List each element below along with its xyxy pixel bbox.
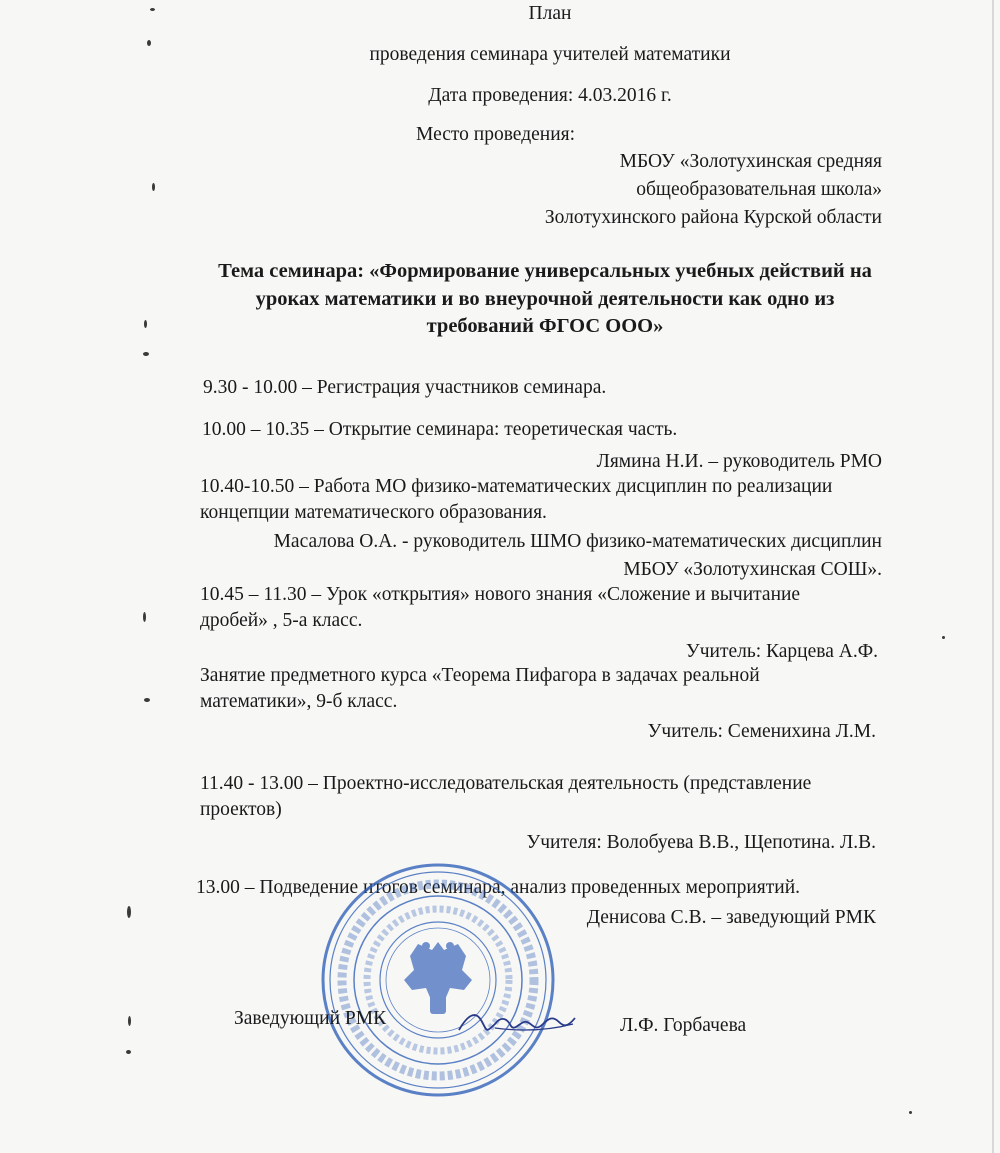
place-line: Золотухинского района Курской области [544, 207, 882, 228]
schedule-item: 10.40-10.50 – Работа МО физико-математических дисциплин по реализации [200, 476, 833, 497]
schedule-responsible: МБОУ «Золотухинская СОШ». [623, 559, 882, 580]
scan-speck [909, 1111, 912, 1114]
scan-speck [942, 636, 945, 639]
scan-speck [127, 906, 131, 918]
scan-speck [143, 352, 149, 356]
schedule-responsible: Денисова С.В. – заведующий РМК [586, 907, 876, 928]
seminar-theme-line: уроках математики и во внеурочной деятельности как одно из [255, 288, 835, 310]
scan-speck [144, 320, 147, 328]
page-edge [992, 0, 994, 1153]
schedule-item-cont: математики», 9-б класс. [200, 691, 398, 712]
schedule-responsible: Учитель: Карцева А.Ф. [685, 641, 878, 662]
schedule-item: 10.45 – 11.30 – Урок «открытия» нового знания «Сложение и вычитание [200, 584, 801, 605]
seminar-theme-line: Тема семинара: «Формирование универсальных учебных действий на [218, 260, 872, 282]
schedule-item-cont: дробей» , 5-а класс. [200, 610, 363, 631]
schedule-item: 9.30 - 10.00 – Регистрация участников семинара. [203, 377, 607, 398]
scan-speck [128, 1016, 131, 1026]
seminar-theme-line: требований ФГОС ООО» [426, 315, 664, 337]
doc-heading: План [528, 3, 572, 24]
schedule-item-cont: проектов) [200, 799, 282, 820]
scan-speck [152, 183, 155, 191]
schedule-item-cont: концепции математического образования. [200, 502, 547, 523]
official-seal [318, 860, 558, 1100]
footer-name: Л.Ф. Горбачева [620, 1015, 747, 1036]
place-line: МБОУ «Золотухинская средняя [619, 151, 882, 172]
doc-date: Дата проведения: 4.03.2016 г. [428, 85, 672, 106]
schedule-responsible: Учитель: Семенихина Л.М. [647, 721, 876, 742]
scan-speck [144, 698, 150, 702]
schedule-responsible: Учителя: Волобуева В.В., Щепотина. Л.В. [526, 832, 876, 853]
schedule-item: 10.00 – 10.35 – Открытие семинара: теоретическая часть. [202, 419, 678, 440]
place-label: Место проведения: [416, 124, 576, 145]
scan-speck [150, 8, 155, 11]
scan-speck [143, 612, 146, 622]
scan-speck [126, 1050, 131, 1054]
signature [455, 1002, 580, 1042]
place-line: общеобразовательная школа» [636, 179, 882, 200]
footer-position: Заведующий РМК [234, 1008, 387, 1029]
doc-subheading: проведения семинара учителей математики [369, 44, 731, 65]
schedule-responsible: Лямина Н.И. – руководитель РМО [596, 451, 882, 472]
schedule-item: 13.00 – Подведение итогов семинара, анализ проведенных мероприятий. [196, 877, 801, 898]
schedule-responsible: Масалова О.А. - руководитель ШМО физико-математических дисциплин [273, 531, 882, 552]
scan-speck [147, 40, 151, 46]
schedule-item: Занятие предметного курса «Теорема Пифагора в задачах реальной [200, 665, 760, 686]
schedule-item: 11.40 - 13.00 – Проектно-исследовательская деятельность (представление [200, 773, 812, 794]
